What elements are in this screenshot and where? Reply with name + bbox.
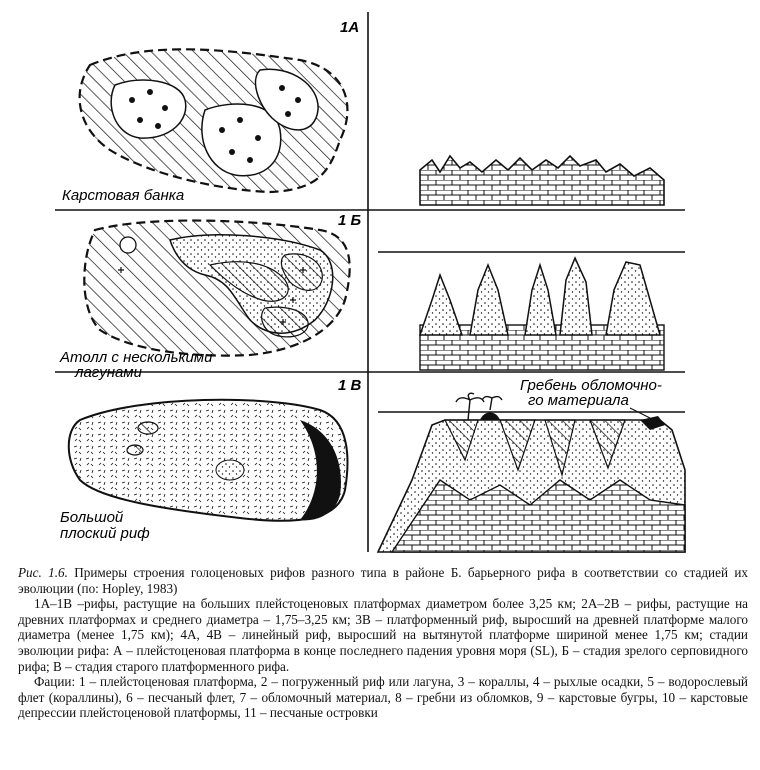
annotation-leader bbox=[630, 408, 650, 418]
panel-1v-name-line1: Большой bbox=[60, 509, 124, 526]
panel-1b-name-line2: лагунами bbox=[75, 364, 142, 381]
caption-title-text: Примеры строения голоценовых рифов разного типа в районе Б. барьерного рифа в соответствии со стадией их эволюции (по: Hopley, 1983) bbox=[18, 565, 748, 596]
panel-1a-plan bbox=[80, 49, 348, 192]
figure-caption bbox=[18, 565, 748, 721]
panel-1v-plan bbox=[69, 400, 348, 521]
panel-1a-section bbox=[420, 156, 664, 205]
panel-1a-label: 1А bbox=[340, 19, 360, 36]
caption-paragraph-2: Фации: 1 – плейстоценовая платформа, 2 – погруженный риф или лагуна, 3 – кораллы, 4 – рыхлые осадки, 5 – водорослевый флет (кораллины), 6 – песчаный флет, 7 – обломочный материал, 8 – гребни из обломков, 9 – карстовые бугры, 10 – карстовые депрессии плейстоценовой платформы, 11 – песчаные островки bbox=[18, 674, 748, 721]
panel-1b-label: 1 Б bbox=[338, 212, 362, 229]
panel-1v-label: 1 В bbox=[338, 377, 362, 394]
panel-1a-name: Карстовая банка bbox=[62, 187, 185, 204]
caption-figure-number: Рис. 1.6. bbox=[18, 565, 68, 580]
panel-1v-section bbox=[378, 393, 685, 552]
panel-1v-annotation-line2: го материала bbox=[528, 392, 629, 409]
caption-paragraph-1: 1А–1В –рифы, растущие на больших плейстоценовых платформах диаметром более 3,25 км; 2А–2В – рифы, растущие на древних платформах и среднего диаметра – 1,75–3,25 км; 3В – платформенный риф, выросший на древней платформе малого диаметра (менее 1,75 км); 4А, 4В – линейный риф, выросший на вытянутой платформе шириной менее 1,75 км; стадии эволюции рифа: А – плейстоценовая платформа в конце последнего падения уровня моря (SL), Б – стадия зрелого серповидного рифа; В – стадия старого платформенного рифа. bbox=[18, 596, 748, 674]
panel-1b-section bbox=[420, 258, 664, 370]
caption-title bbox=[18, 565, 748, 596]
panel-1b-name-line1: Атолл с несколькими bbox=[60, 349, 213, 366]
panel-1b-plan bbox=[84, 221, 349, 356]
panel-1v-annotation-line1: Гребень обломочно- bbox=[520, 377, 662, 394]
panel-1v-name-line2: плоский риф bbox=[60, 525, 150, 542]
